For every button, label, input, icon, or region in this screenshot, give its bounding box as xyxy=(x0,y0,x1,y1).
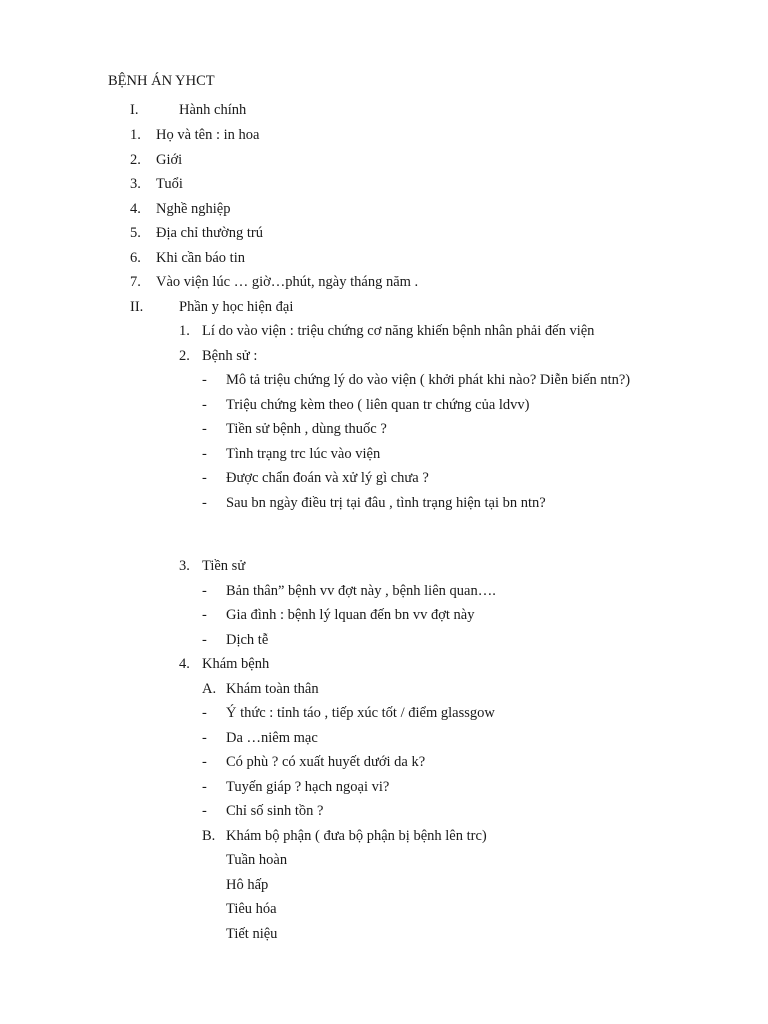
exam-line: Tiết niệu xyxy=(226,926,278,942)
section-1-heading: Hành chính xyxy=(179,102,247,118)
section-2-number: II. xyxy=(130,299,144,315)
document-page: BỆNH ÁN YHCT I. Hành chính 1. Họ và tên : in hoa 2. Giới 3. Tuổi 4. Nghề nghiệp 5. Địa chỉ thường trú 6. Khi cần báo tin 7. Vào viện lúc … giờ…phút, ngày tháng năm . II. Phần y học hiện đại 1. Lí do vào viện : triệu chứng cơ năng khiến bệnh nhân phải đến viện 2. Bệnh sử : - Mô tả triệu chứng lý do vào viện ( khởi phát khi nào? Diễn biến ntn?) - Triệu chứng kèm theo ( liên quan tr chứng của ldvv) - Tiền sử bệnh , dùng thuốc ? - Tình trạng trc lúc vào viện - Được chẩn đoán và xử lý gì chưa ? - Sau bn ngày điều trị tại đâu , tình trạng hiện tại bn ntn? 3. Tiền sử - Bản thân” bệnh vv đợt này , bệnh liên quan…. - Gia đình : bệnh lý lquan đến bn vv đợt này - Dịch tễ 4. Khám bệnh A. Khám toàn thân - Ý thức : tỉnh táo , tiếp xúc tốt / điểm glassgow - Da …niêm mạc - Có phù ? có xuất huyết dưới da k? - Tuyến giáp ? hạch ngoại vi? - Chỉ số sinh tồn ? B. Khám bộ phận ( đưa bộ phận bị bệnh lên trc) Tuần hoàn Hô hấp Tiêu hóa Tiết niệu xyxy=(108,73,631,942)
section-2-heading: Phần y học hiện đại xyxy=(179,299,294,315)
exam-line: Tuần hoàn xyxy=(226,852,288,868)
section-1-number: I. xyxy=(130,102,139,118)
document-title: BỆNH ÁN YHCT xyxy=(108,73,215,89)
exam-line: Hô hấp xyxy=(226,877,269,893)
exam-line: Tiêu hóa xyxy=(226,901,277,917)
